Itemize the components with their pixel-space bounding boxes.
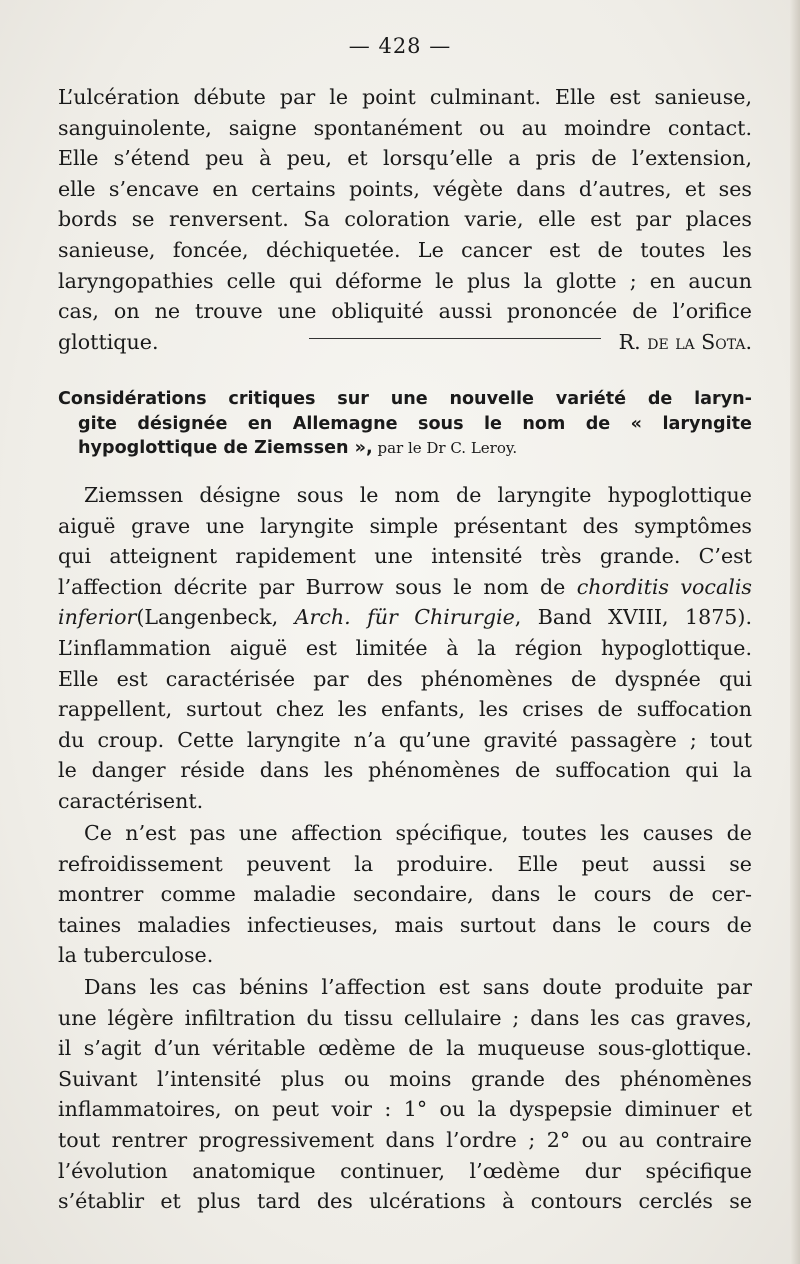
text-line: L’ulcération débute par le point culminant. Elle est sanieuse, (58, 85, 752, 109)
page-gutter-shadow (790, 0, 800, 1264)
text-line (58, 572, 752, 603)
text-span: (Langenbeck, (136, 605, 295, 630)
text-line: laryngopathies celle qui déforme le plus la glotte ; en aucun (58, 268, 752, 293)
text-line: Dans les cas bénins l’affection est sans doute produite par (84, 975, 752, 999)
text-span: l’affection décrite par Burrow sous le nom de (58, 574, 577, 599)
author-signature: R. de la Sota. (618, 329, 752, 354)
text-line: Suivant l’intensité plus ou moins grande des phénomènes (58, 1066, 752, 1091)
text-line: la tuberculose. (58, 943, 214, 968)
italic-term: chorditis vocalis (576, 574, 752, 599)
text-line: L’inflammation aiguë est limitée à la région hypoglottique. (58, 635, 752, 660)
text-line: du croup. Cette laryngite n’a qu’une gravité passagère ; tout (58, 727, 752, 752)
text-line: elle s’encave en certains points, végète dans d’autres, et ses (58, 176, 752, 201)
text-span: , Band XVIII, 1875). (514, 605, 752, 630)
italic-term: inferior (58, 605, 137, 630)
text-line: inflammatoires, on peut voir : 1° ou la dyspepsie diminuer et (58, 1097, 752, 1122)
text-line: montrer comme maladie secondaire, dans le cours de cer- (58, 882, 752, 907)
text-line: rappellent, surtout chez les enfants, les crises de suffocation (58, 697, 752, 722)
text-line: qui atteignent rapidement une intensité très grande. C’est (58, 544, 752, 569)
text-line: une légère infiltration du tissu cellulaire ; dans les cas graves, (58, 1005, 752, 1030)
text-line: cas, on ne trouve une obliquité aussi prononcée de l’orifice (58, 299, 752, 324)
text-line: refroidissement peuvent la produire. Elle peut aussi se (58, 851, 752, 876)
text-line: sanieuse, foncée, déchiquetée. Le cancer est de toutes les (58, 237, 752, 262)
paragraph-severity (58, 972, 752, 1217)
paragraph-ziemssen (58, 480, 752, 817)
paragraph-ulceration (58, 82, 752, 357)
text-line: tout rentrer progressivement dans l’ordre ; 2° ou au contraire (58, 1127, 752, 1152)
text-line: s’établir et plus tard des ulcérations à contours cerclés se (58, 1189, 752, 1214)
text-line: Elle s’étend peu à peu, et lorsqu’elle a pris de l’extension, (58, 146, 752, 171)
heading-line: Considérations critiques sur une nouvelle variété de laryn- (58, 389, 752, 409)
heading-line (58, 436, 752, 461)
text-line: l’évolution anatomique continuer, l’œdème dur spécifique (58, 1158, 752, 1183)
text-line: bords se renversent. Sa coloration varie, elle est par places (58, 207, 752, 232)
heading-line-text: hypoglottique de Ziemssen », (78, 438, 373, 458)
byline-prefix: par le Dr (372, 439, 446, 457)
signature-line (58, 327, 752, 358)
text-line: il s’agit d’un véritable œdème de la muqueuse sous-glottique. (58, 1036, 752, 1061)
text-line: le danger réside dans les phénomènes de suffocation qui la (58, 758, 752, 783)
article-heading (58, 387, 752, 461)
heading-line: gite désignée en Allemagne sous le nom de « laryngite (78, 413, 752, 434)
paragraph-causes (58, 818, 752, 971)
page-number: — 428 — (348, 34, 452, 58)
text-line: Elle est caractérisée par des phénomènes de dyspnée qui (58, 666, 752, 691)
text-line: taines maladies infectieuses, mais surtout dans le cours de (58, 912, 752, 937)
italic-citation: Arch. für Chirurgie (294, 605, 515, 630)
text-line: Ce n’est pas une affection spécifique, toutes les causes de (84, 821, 752, 845)
text-line: Ziemssen désigne sous le nom de laryngite hypoglottique (84, 483, 752, 507)
text-line: caractérisent. (58, 788, 204, 813)
text-line: sanguinolente, saigne spontanément ou au moindre contact. (58, 115, 752, 140)
byline-author: C. Leroy. (445, 439, 518, 457)
text-line: glottique. (58, 329, 159, 354)
text-line: aiguë grave une laryngite simple présentant des symptômes (58, 513, 752, 538)
text-line (58, 602, 752, 633)
separator-rule (309, 338, 601, 339)
